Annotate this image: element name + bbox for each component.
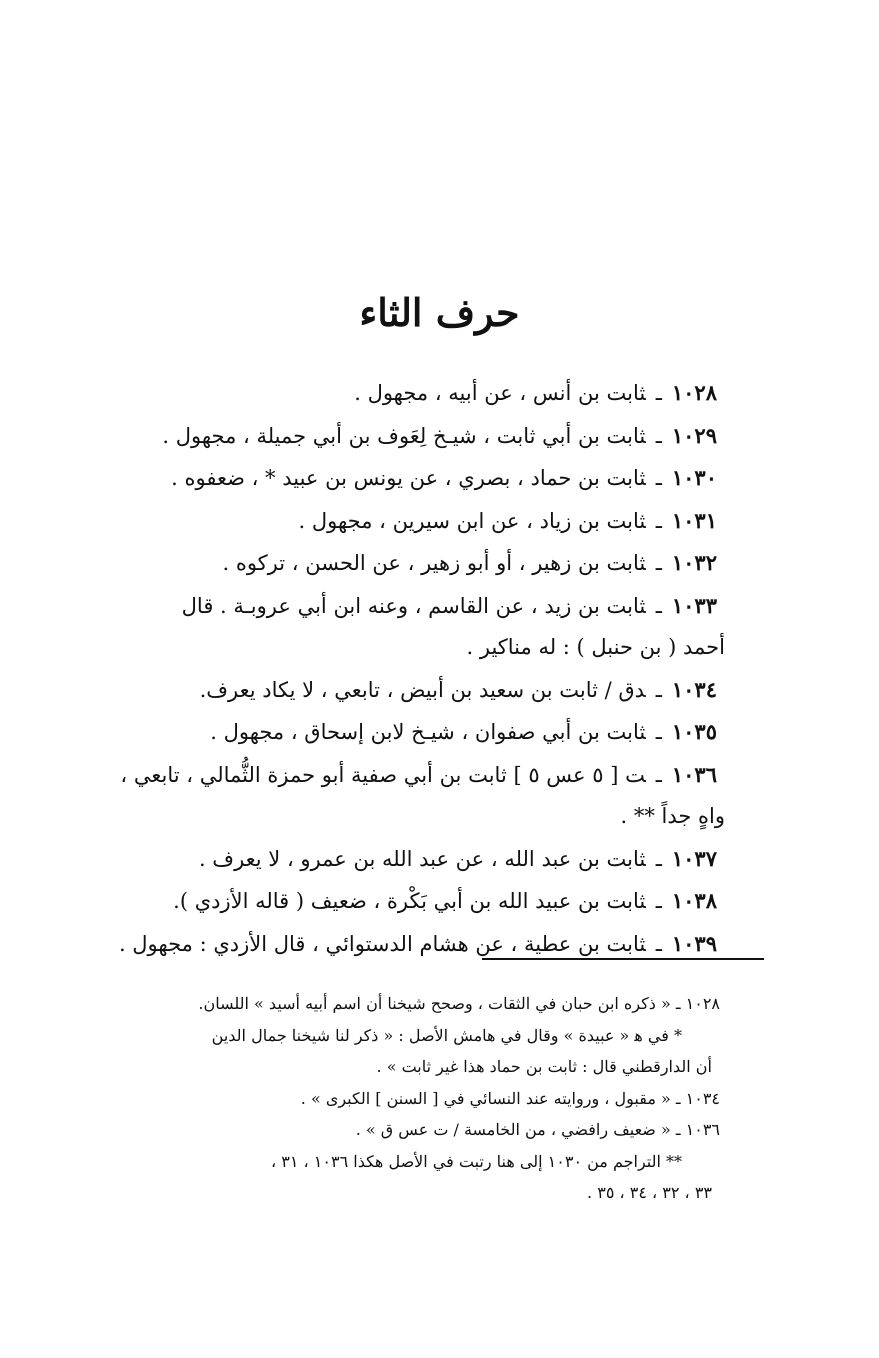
entry-number: ١٠٣٦ (671, 761, 717, 787)
entry-text: ثابت بن أبي صفوان ، شيـخ لابن إسحاق ، مجهول . (210, 720, 646, 744)
footnotes (108, 988, 720, 1209)
entry-number: ١٠٣٩ (671, 930, 717, 956)
footnote-text: ١٠٣٤ ـ « مقبول ، وروايته عند النسائي في [ السنن ] الكبرى » . (300, 1088, 720, 1108)
entry-number: ١٠٣٨ (671, 888, 717, 913)
entry-1034: ١٠٣٤ـدق / ثابت بن سعيد بن أبيض ، تابعي ، لا يكاد يعرف. (199, 676, 717, 702)
entry-text: ثابت بن أنس ، عن أبيه ، مجهول . (354, 381, 646, 405)
entries-list (105, 372, 725, 965)
entry-number: ١٠٣٣ (671, 592, 717, 618)
footnote-text: ** التراجم من ١٠٣٠ إلى هنا رتبت في الأصل هكذا ١٠٣٦ ، ٣١ ، (271, 1151, 682, 1171)
entry-continuation: واهٍ جداً ** . (620, 804, 725, 828)
entry-text: ثابت بن عطية ، عن هشام الدستوائي ، قال الأزدي : مجهول . (118, 931, 646, 956)
entry-text: ثابت بن زياد ، عن ابن سيرين ، مجهول . (298, 508, 646, 533)
entry-1035: ١٠٣٥ـثابت بن أبي صفوان ، شيـخ لابن إسحاق ، مجهول . (210, 719, 717, 744)
entry-number: ١٠٣١ (671, 507, 717, 533)
entry-1038: ١٠٣٨ـثابت بن عبيد الله بن أبي بَكْرة ، ضعيف ( قاله الأزدي ). (173, 888, 717, 913)
entry-text: ثابت بن أبي ثابت ، شيـخ لِعَوف بن أبي جميلة ، مجهول . (162, 423, 646, 448)
entry-text: ثابت بن زيد ، عن القاسم ، وعنه ابن أبي عروبـة . قال (181, 593, 646, 618)
entry-1032: ١٠٣٢ـثابت بن زهير ، أو أبو زهير ، عن الحسن ، تركوه . (222, 550, 717, 575)
entry-1029: ١٠٢٩ـثابت بن أبي ثابت ، شيـخ لِعَوف بن أبي جميلة ، مجهول . (162, 422, 717, 448)
entry-number: ١٠٢٩ (671, 422, 717, 448)
entry-1036: ١٠٣٦ـت [ ٥ عس ٥ ] ثابت بن أبي صفية أبو حمزة الثُّمالي ، تابعي ، واهٍ جداً ** . (105, 754, 717, 838)
entry-number: ١٠٣٢ (671, 550, 717, 575)
entry-number: ١٠٢٨ (671, 380, 717, 405)
entry-1037: ١٠٣٧ـثابت بن عبد الله ، عن عبد الله بن عمرو ، لا يعرف . (198, 845, 717, 871)
entry-number: ١٠٣٤ (671, 676, 717, 702)
entry-number: ١٠٣٥ (671, 719, 717, 744)
footnote-text: * في ﻫ « عبيدة » وقال في هامش الأصل : « ذكر لنا شيخنا جمال الدين (211, 1025, 682, 1045)
entry-1031: ١٠٣١ـثابت بن زياد ، عن ابن سيرين ، مجهول . (298, 507, 717, 533)
entry-1028: ١٠٢٨ـثابت بن أنس ، عن أبيه ، مجهول . (354, 380, 717, 405)
entry-1030: ١٠٣٠ـثابت بن حماد ، بصري ، عن يونس بن عبيد * ، ضعفوه . (171, 465, 717, 490)
entry-1039: ١٠٣٩ـثابت بن عطية ، عن هشام الدستوائي ، قال الأزدي : مجهول . (118, 930, 717, 956)
footnote-1028 (108, 988, 720, 1020)
entry-number: ١٠٣٠ (671, 465, 717, 490)
footnote-continuation: أن الدارقطني قال : ثابت بن حماد هذا غير ثابت » . (376, 1057, 712, 1076)
section-heading: حرف الثاء (359, 290, 520, 335)
footnote-continuation: ٣٣ ، ٣٢ ، ٣٤ ، ٣٥ . (587, 1183, 712, 1202)
footnote-1036 (108, 1114, 720, 1146)
entry-text: ثابت بن عبد الله ، عن عبد الله بن عمرو ، لا يعرف . (198, 846, 646, 871)
footnote-text: ١٠٢٨ ـ « ذكره ابن حبان في الثقات ، وصحح شيخنا أن اسم أبيه أسيد » اللسان. (198, 994, 720, 1013)
footnote-text: ١٠٣٦ ـ « ضعيف رافضي ، من الخامسة / ت عس ق » . (355, 1120, 720, 1139)
entry-text: ت [ ٥ عس ٥ ] ثابت بن أبي صفية أبو حمزة الثُّمالي ، تابعي ، (120, 762, 646, 787)
footnote-double-star (108, 1146, 712, 1209)
entry-number: ١٠٣٧ (671, 845, 717, 871)
footnote-1034 (108, 1083, 720, 1115)
entry-text: ثابت بن حماد ، بصري ، عن يونس بن عبيد * ، ضعفوه . (171, 466, 646, 490)
footnote-star (108, 1020, 712, 1083)
entry-continuation: أحمد ( بن حنبل ) : له مناكير . (466, 635, 725, 659)
footnote-divider (482, 958, 764, 960)
entry-text: ثابت بن عبيد الله بن أبي بَكْرة ، ضعيف ( قاله الأزدي ). (173, 889, 646, 913)
entry-1033: ١٠٣٣ـثابت بن زيد ، عن القاسم ، وعنه ابن أبي عروبـة . قال أحمد ( بن حنبل ) : له مناكير . (105, 585, 717, 669)
entry-text: دق / ثابت بن سعيد بن أبيض ، تابعي ، لا يكاد يعرف. (199, 677, 646, 702)
entry-text: ثابت بن زهير ، أو أبو زهير ، عن الحسن ، تركوه . (222, 551, 646, 575)
